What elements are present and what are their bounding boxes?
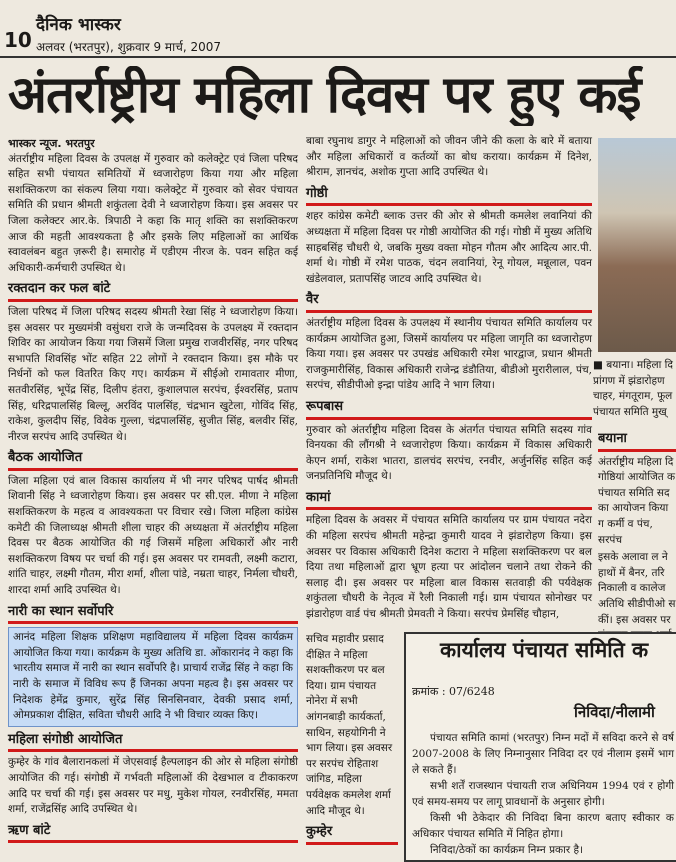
paragraph-goshthi: शहर कांग्रेस कमेटी ब्लाक उत्तर की ओर से श्रीमती कमलेश लवानियां की अध्यक्षता में महिला दिवस पर गोष्ठी आयोजित की गई। गोष्ठी में मुख्य अतिथि साहबसिंह चौधरी थे, जबकि मुख्य वक्ता मोहन गौतम और आदित्य आर.पी. शर्मा थे। गोष्ठी में रमेश पाठक, चंदन लवानियां, रेनू गोयल, मन्नूलाल, पवन खंडेलवाल, प्रतापसिंह जाटव आदि उपस्थित थे। [306, 210, 592, 285]
paragraph-continued: बाबा रघुनाथ डागुर ने महिलाओं को जीवन जीने की कला के बारे में बताया और महिला अधिकारों व कर्तव्यों का बोध कराया। कार्यक्रम में दिनेश, श्रीराम, ज्ञानचंद, अशोक गुप्ता आदि उपस्थित थे। [306, 135, 592, 179]
paragraph-blood-donation: जिला परिषद में जिला परिषद सदस्य श्रीमती रेखा सिंह ने ध्वजारोहण किया। इस अवसर पर मुख्यमंत्री वसुंधरा राजे के जन्मदिवस के उपलक्ष्य में रक्तदान शिविर का आयोजन किया गया जिसमें जिला प्रमुख राजवीरसिंह, नगर परिषद सभापति शिवसिंह भोंट सहित 22 लोगों ने रक्तदान किया। इस मौके पर निर्धनों को फल वितरित किए गए। कार्यक्रम में सीईओ रामावतार मीणा, सतवीरसिंह, भूपेंद्र सिंह, दिलीप हंतरा, कुशालपाल सरपंच, ईश्वरसिंह, प्रताप सिंह, धरिद्रपालसिंह बिल्लू, अरविंद पालसिंह, चंद्रभान खुटेला, गोविंद सिंह, राकेश, कुलदीप सिंह, विवेक गुल्ला, चंद्रपालसिंह, सुजीत सिंह, बलवीर सिंह, नीरज सरपंच आदि उपस्थित थे। [8, 305, 298, 443]
subhead-meeting: बैठक आयोजित [8, 447, 298, 471]
tender-heading: निविदा/नीलामी [574, 703, 655, 721]
news-photo [598, 138, 676, 352]
paragraph-bayana: अंतर्राष्ट्रीय महिला दि गोष्ठियां आयोजित क पंचायत समिति सद का आयोजन किया ग कर्मी व पंच, सरपंच [598, 455, 676, 546]
subhead-roopbas: रूपबास [306, 396, 592, 420]
subhead-bayana: बयाना [598, 428, 676, 452]
dateline: अलवर (भरतपुर), शुक्रवार 9 मार्च, 2007 [36, 40, 221, 54]
subhead-goshthi: गोष्ठी [306, 183, 592, 207]
subhead-vair: वैर [306, 289, 592, 313]
header-rule [0, 56, 676, 58]
subhead-woman-position: नारी का स्थान सर्वोपरि [8, 601, 298, 625]
photo-caption: ■ बयाना। महिला दि प्रांगण में झंडारोहण चाहर, मंगतूराम, फूल पंचायत समिति मुख् [593, 359, 673, 418]
subhead-kaman: कामां [306, 487, 592, 511]
ad-paragraph-1: पंचायत समिति कामां (भरतपुर) निम्न मदों में सविदा करने से वर्ष 2007-2008 के लिए निम्नानुसार निविदा दर एवं नीलाम इसमें भाग ले सकते हैं। [412, 732, 674, 776]
paragraph-meeting: जिला महिला एवं बाल विकास कार्यालय में भी नगर परिषद पार्षद श्रीमती शिवानी सिंह ने ध्वजारोहण किया। इस अवसर पर सी.एल. मीणा ने महिला सशक्तिकरण के महत्व व आवश्यकता पर विचार रखे। जिला महिला कांग्रेस कमेटी की जिलाध्यक्ष श्रीमती शीला चाहर की अध्यक्षता में अंतर्राष्ट्रीय महिला दिवस पर बैठक आयोजित की गई जिसमें महिला अधिकारों और नारी सशक्तिकरण विषय पर चर्चा की गई। इस अवसर पर रामवती, लक्ष्मी कटारा, शांति चाहर, लक्ष्मी गौतम, मीरा शर्मा, शीला पांडे, नम्रता चाहर, निर्मला चौधरी, शारदा शर्मा आदि उपस्थित थे। [8, 474, 298, 597]
advertisement-reference: क्रमांक : 07/6248 [412, 685, 495, 698]
middle-column [306, 134, 592, 625]
advertisement-title: कार्यालय पंचायत समिति क [440, 638, 649, 662]
subhead-kumher: कुम्हेर [306, 821, 398, 845]
ad-paragraph-4: निविदा/ठेकों का कार्यक्रम निम्न प्रकार है। [430, 844, 584, 856]
ad-paragraph-2: सभी शर्तें राजस्थान पंचायती राज अधिनियम 1994 एवं र होगी एवं समय-समय पर लागू प्रावधानों के अनुसार होगी। [412, 780, 674, 808]
page-number: 10 [4, 28, 32, 52]
paragraph-woman-position-highlighted: आनंद महिला शिक्षक प्रशिक्षण महाविद्यालय में महिला दिवस कार्यक्रम आयोजित किया गया। कार्यक्रम के मुख्य अतिथि डा. ओंकारानंद ने कहा कि भारतीय समाज में नारी का स्थान सर्वोपरि है। प्राचार्य राजेंद्र सिंह ने कहा कि नारी के समाज में विविध रूप हैं जिनका अपना महत्व है। इस अवसर पर निदेशक हेमेंद्र कुमार, सुरेंद्र सिंह सिनसिनवार, देवकी प्रसाद शर्मा, ओमप्रकाश दीक्षित, सविता चौधरी आदि ने भी विचार व्यक्त किए। [8, 627, 298, 727]
masthead-logo: दैनिक भास्कर [36, 15, 121, 35]
subhead-loan: ऋण बांटे [8, 820, 298, 844]
paragraph-seminar: कुम्हेर के गांव बैलारानकलां में जेएसवाई हैल्पलाइन की ओर से महिला संगोष्ठी आयोजित की गई। संगोष्ठी में गर्भवती महिलाओं की देखभाल व टीकाकरण आदि पर चर्चा की गई। इस अवसर पर मधु, मुकेश गोयल, रनवीरसिंह, ममता शर्मा, राजेंद्रसिंह आदि उपस्थित थे। [8, 756, 298, 816]
subhead-blood-donation: रक्तदान कर फल बांटे [8, 278, 298, 302]
paragraph-vair: अंतर्राष्ट्रीय महिला दिवस के उपलक्ष्य में स्थानीय पंचायत समिति कार्यालय पर कार्यक्रम आयोजित हुआ, जिसमें कार्यालय पर महिला जागृति का ध्वजारोहण किया गया। इस अवसर पर उपखंड अधिकारी रमेश भारद्वाज, प्रधान श्रीमती राजकुमारीसिंह, विकास अधिकारी राजेन्द्र डंडौतिया, बीडीओ मुरारीलाल, पंच, सरपंच, सीडीपीओ इन्द्रा पांडेय आदि ने भाग लिया। [306, 316, 592, 392]
ad-paragraph-3: किसी भी ठेकेदार की निविदा बिना कारण बताए स्वीकार क अधिकार पंचायत समिति में निहित होगा। [412, 812, 674, 840]
byline: भास्कर न्यूज. भरतपुर [8, 137, 95, 150]
right-column [598, 428, 676, 646]
left-column [8, 136, 298, 846]
advertisement-body [412, 730, 674, 858]
subhead-seminar: महिला संगोष्ठी आयोजित [8, 729, 298, 753]
paragraph-kaman-continued: सचिव महावीर प्रसाद दीक्षित ने महिला सशक्तीकरण पर बल दिया। ग्राम पंचायत नोनेरा में सभी आंगनबाड़ी कार्यकर्ता, साथिन, सहयोगिनी ने भाग लिया। इस अवसर पर सरपंच रोहिताश जांगिड, महिला पर्यवेक्षक कमलेश शर्मा आदि मौजूद थे। [306, 633, 393, 817]
paragraph-roopbas: गुरुवार को अंतर्राष्ट्रीय महिला दिवस के अंतर्गत पंचायत समिति सदस्य गांव विनयका की लौंगश्री ने ध्वजारोहण किया। कार्यक्रम में विकास अधिकारी केएन शर्मा, राकेश भातरा, डालचंद सरपंच, रनवीर, अर्जुनसिंह सहित कई जनप्रतिनिधि मौजूद थे। [306, 423, 592, 483]
paragraph-kaman: महिला दिवस के अवसर में पंचायत समिति कार्यालय पर ग्राम पंचायत नदेरा की महिला सरपंच श्रीमती महेन्द्रा कुमारी यादव ने झंडारोहण किया। इस अवसर पर विकास अधिकारी दिनेश कटारा ने महिला सशक्तिकरण पर बल दिया तथा महिलाओं द्वारा भ्रूण हत्या पर आंदोलन चलाने तथा रोकने की सलाह दी। इस अवसर पर महिला बाल विकास सतवाड़ी की पर्यवेक्षक शकुंतला चौधरी के नेतृत्व में रैली निकाली गई। ग्राम पंचायत सोनोखर पर झंडारोहण वार्ड पंच श्रीमती प्रेमवती ने किया। सरपंच प्रेमसिंह चौहान, [306, 514, 592, 621]
middle-narrow-column [306, 632, 398, 848]
intro-paragraph: अंतर्राष्ट्रीय महिला दिवस के उपलक्ष में गुरुवार को कलेक्ट्रेट एवं जिला परिषद सहित सभी पंचायत समितियों में ध्वजारोहण किया गया और महिला सशक्तिकरण का संकल्प लिया गया। कलेक्ट्रेट में गुरुवार को सेवर पंचायत समिति की प्रधान श्रीमती शकुंतला देवी ने ध्वजारोहण किया। इस अवसर पर जिला कलेक्टर आर.के. त्रिपाठी ने कहा कि मातृ शक्ति का सशक्तिकरण आज की महती आवश्यकता है और इसके लिए महिलाओं का आर्थिक स्वावलंबन बहुत ज़रूरी है। समारोह में एडीएम नीरज के. पवन सहित कई अधिकारी-कर्मचारी उपस्थित थे। [8, 152, 298, 274]
paragraph-bayana-2: इसके अलावा ल ने हाथों में बैनर, तरि निकाली व कालेज अतिथि सीडीपीओ स कीं। इस अवसर पर [598, 551, 676, 626]
headline: अंतर्राष्ट्रीय महिला दिवस पर हुए कई [8, 66, 641, 125]
